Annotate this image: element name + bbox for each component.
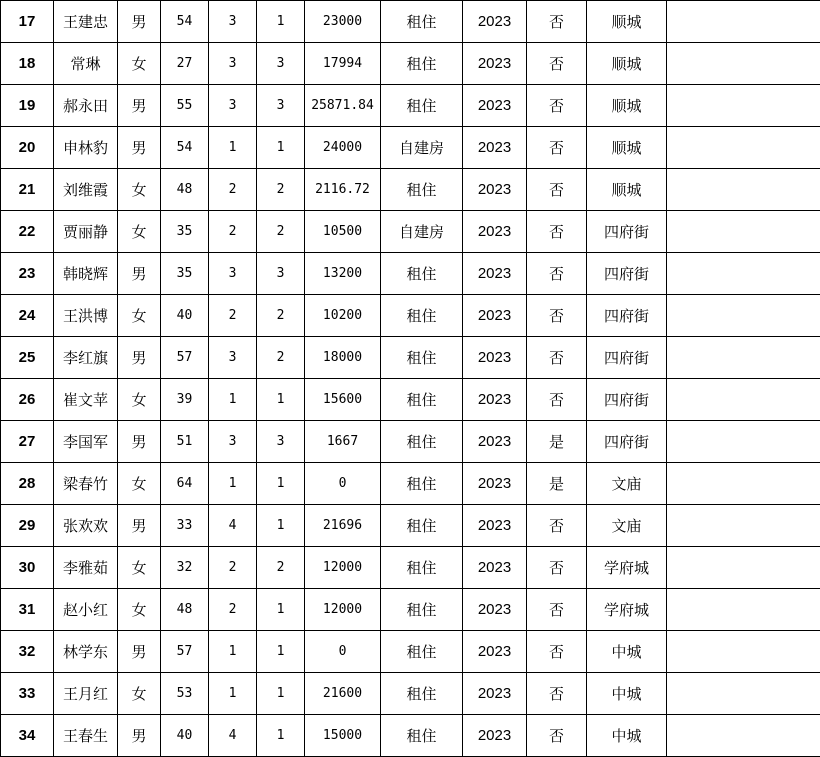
count-b-cell: 1 (257, 673, 305, 715)
flag-cell: 否 (527, 211, 587, 253)
year-cell: 2023 (463, 43, 527, 85)
gender-cell: 女 (118, 463, 161, 505)
age-cell: 57 (161, 631, 209, 673)
count-b-cell: 1 (257, 505, 305, 547)
flag-cell: 是 (527, 463, 587, 505)
area-cell: 四府街 (587, 211, 667, 253)
amount-cell: 12000 (305, 589, 381, 631)
empty-cell (667, 547, 820, 589)
count-b-cell: 1 (257, 1, 305, 43)
table-row (1, 715, 820, 757)
count-a-cell: 1 (209, 673, 257, 715)
amount-cell: 25871.84 (305, 85, 381, 127)
area-cell: 文庙 (587, 505, 667, 547)
year-cell: 2023 (463, 85, 527, 127)
year-cell: 2023 (463, 589, 527, 631)
count-b-cell: 2 (257, 547, 305, 589)
amount-cell: 2116.72 (305, 169, 381, 211)
gender-cell: 男 (118, 253, 161, 295)
amount-cell: 0 (305, 463, 381, 505)
count-b-cell: 2 (257, 211, 305, 253)
year-cell: 2023 (463, 547, 527, 589)
year-cell: 2023 (463, 673, 527, 715)
table-row (1, 1, 820, 43)
flag-cell: 否 (527, 337, 587, 379)
area-cell: 中城 (587, 673, 667, 715)
amount-cell: 13200 (305, 253, 381, 295)
area-cell: 文庙 (587, 463, 667, 505)
age-cell: 48 (161, 589, 209, 631)
empty-cell (667, 421, 820, 463)
flag-cell: 否 (527, 43, 587, 85)
amount-cell: 15000 (305, 715, 381, 757)
empty-cell (667, 463, 820, 505)
housing-cell: 租住 (381, 505, 463, 547)
year-cell: 2023 (463, 421, 527, 463)
count-a-cell: 3 (209, 253, 257, 295)
count-b-cell: 1 (257, 631, 305, 673)
row-number: 17 (1, 1, 54, 43)
count-b-cell: 3 (257, 253, 305, 295)
area-cell: 顺城 (587, 127, 667, 169)
count-b-cell: 1 (257, 379, 305, 421)
gender-cell: 女 (118, 379, 161, 421)
flag-cell: 否 (527, 169, 587, 211)
count-a-cell: 4 (209, 505, 257, 547)
empty-cell (667, 505, 820, 547)
area-cell: 四府街 (587, 253, 667, 295)
name-cell: 王月红 (54, 673, 118, 715)
flag-cell: 否 (527, 127, 587, 169)
row-number: 18 (1, 43, 54, 85)
empty-cell (667, 715, 820, 757)
housing-cell: 租住 (381, 253, 463, 295)
table-row (1, 463, 820, 505)
age-cell: 54 (161, 1, 209, 43)
flag-cell: 是 (527, 421, 587, 463)
age-cell: 27 (161, 43, 209, 85)
count-b-cell: 2 (257, 169, 305, 211)
amount-cell: 15600 (305, 379, 381, 421)
table-row (1, 505, 820, 547)
empty-cell (667, 43, 820, 85)
age-cell: 64 (161, 463, 209, 505)
gender-cell: 男 (118, 85, 161, 127)
year-cell: 2023 (463, 169, 527, 211)
name-cell: 郝永田 (54, 85, 118, 127)
flag-cell: 否 (527, 505, 587, 547)
housing-cell: 租住 (381, 379, 463, 421)
age-cell: 48 (161, 169, 209, 211)
table-row (1, 43, 820, 85)
count-a-cell: 1 (209, 379, 257, 421)
area-cell: 顺城 (587, 43, 667, 85)
amount-cell: 21696 (305, 505, 381, 547)
row-number: 24 (1, 295, 54, 337)
name-cell: 梁春竹 (54, 463, 118, 505)
housing-cell: 租住 (381, 169, 463, 211)
row-number: 23 (1, 253, 54, 295)
table-row (1, 169, 820, 211)
row-number: 26 (1, 379, 54, 421)
table-row (1, 211, 820, 253)
year-cell: 2023 (463, 631, 527, 673)
area-cell: 学府城 (587, 547, 667, 589)
gender-cell: 女 (118, 211, 161, 253)
count-a-cell: 3 (209, 421, 257, 463)
flag-cell: 否 (527, 715, 587, 757)
amount-cell: 17994 (305, 43, 381, 85)
gender-cell: 女 (118, 673, 161, 715)
gender-cell: 男 (118, 337, 161, 379)
amount-cell: 24000 (305, 127, 381, 169)
flag-cell: 否 (527, 85, 587, 127)
row-number: 31 (1, 589, 54, 631)
year-cell: 2023 (463, 715, 527, 757)
empty-cell (667, 169, 820, 211)
row-number: 28 (1, 463, 54, 505)
area-cell: 四府街 (587, 295, 667, 337)
empty-cell (667, 589, 820, 631)
table-row (1, 127, 820, 169)
flag-cell: 否 (527, 589, 587, 631)
row-number: 20 (1, 127, 54, 169)
gender-cell: 男 (118, 505, 161, 547)
amount-cell: 10200 (305, 295, 381, 337)
name-cell: 林学东 (54, 631, 118, 673)
amount-cell: 23000 (305, 1, 381, 43)
age-cell: 35 (161, 253, 209, 295)
empty-cell (667, 85, 820, 127)
name-cell: 申林豹 (54, 127, 118, 169)
count-b-cell: 3 (257, 421, 305, 463)
year-cell: 2023 (463, 379, 527, 421)
housing-cell: 自建房 (381, 127, 463, 169)
housing-cell: 租住 (381, 673, 463, 715)
housing-cell: 租住 (381, 295, 463, 337)
area-cell: 中城 (587, 715, 667, 757)
table-row (1, 253, 820, 295)
flag-cell: 否 (527, 253, 587, 295)
amount-cell: 1667 (305, 421, 381, 463)
name-cell: 贾丽静 (54, 211, 118, 253)
empty-cell (667, 673, 820, 715)
year-cell: 2023 (463, 463, 527, 505)
amount-cell: 0 (305, 631, 381, 673)
age-cell: 35 (161, 211, 209, 253)
table-row (1, 589, 820, 631)
row-number: 25 (1, 337, 54, 379)
empty-cell (667, 337, 820, 379)
name-cell: 赵小红 (54, 589, 118, 631)
count-a-cell: 2 (209, 295, 257, 337)
area-cell: 四府街 (587, 421, 667, 463)
flag-cell: 否 (527, 379, 587, 421)
count-b-cell: 2 (257, 337, 305, 379)
flag-cell: 否 (527, 295, 587, 337)
housing-cell: 租住 (381, 631, 463, 673)
count-b-cell: 1 (257, 715, 305, 757)
amount-cell: 18000 (305, 337, 381, 379)
area-cell: 顺城 (587, 85, 667, 127)
count-a-cell: 3 (209, 337, 257, 379)
count-a-cell: 2 (209, 211, 257, 253)
housing-cell: 租住 (381, 421, 463, 463)
name-cell: 韩晓辉 (54, 253, 118, 295)
gender-cell: 女 (118, 169, 161, 211)
age-cell: 51 (161, 421, 209, 463)
area-cell: 学府城 (587, 589, 667, 631)
housing-cell: 租住 (381, 463, 463, 505)
gender-cell: 女 (118, 547, 161, 589)
name-cell: 常琳 (54, 43, 118, 85)
name-cell: 崔文苹 (54, 379, 118, 421)
count-b-cell: 1 (257, 463, 305, 505)
row-number: 22 (1, 211, 54, 253)
empty-cell (667, 295, 820, 337)
count-a-cell: 2 (209, 169, 257, 211)
flag-cell: 否 (527, 547, 587, 589)
year-cell: 2023 (463, 253, 527, 295)
row-number: 34 (1, 715, 54, 757)
count-a-cell: 3 (209, 85, 257, 127)
year-cell: 2023 (463, 211, 527, 253)
count-a-cell: 1 (209, 631, 257, 673)
area-cell: 顺城 (587, 169, 667, 211)
empty-cell (667, 127, 820, 169)
housing-cell: 租住 (381, 43, 463, 85)
name-cell: 王建忠 (54, 1, 118, 43)
table-row (1, 547, 820, 589)
housing-cell: 租住 (381, 589, 463, 631)
count-a-cell: 4 (209, 715, 257, 757)
empty-cell (667, 631, 820, 673)
name-cell: 李雅茹 (54, 547, 118, 589)
flag-cell: 否 (527, 673, 587, 715)
flag-cell: 否 (527, 631, 587, 673)
flag-cell: 否 (527, 1, 587, 43)
empty-cell (667, 1, 820, 43)
table-row (1, 85, 820, 127)
count-a-cell: 2 (209, 547, 257, 589)
table-row (1, 295, 820, 337)
count-a-cell: 1 (209, 463, 257, 505)
gender-cell: 女 (118, 589, 161, 631)
table-row (1, 337, 820, 379)
empty-cell (667, 379, 820, 421)
count-a-cell: 3 (209, 1, 257, 43)
area-cell: 四府街 (587, 379, 667, 421)
age-cell: 40 (161, 295, 209, 337)
table-row (1, 631, 820, 673)
row-number: 33 (1, 673, 54, 715)
amount-cell: 12000 (305, 547, 381, 589)
year-cell: 2023 (463, 127, 527, 169)
age-cell: 57 (161, 337, 209, 379)
row-number: 32 (1, 631, 54, 673)
table-body (1, 1, 820, 757)
gender-cell: 男 (118, 127, 161, 169)
name-cell: 李国军 (54, 421, 118, 463)
count-b-cell: 1 (257, 127, 305, 169)
housing-cell: 租住 (381, 85, 463, 127)
area-cell: 四府街 (587, 337, 667, 379)
gender-cell: 男 (118, 421, 161, 463)
count-a-cell: 3 (209, 43, 257, 85)
area-cell: 中城 (587, 631, 667, 673)
count-b-cell: 3 (257, 85, 305, 127)
count-b-cell: 2 (257, 295, 305, 337)
table-row (1, 421, 820, 463)
name-cell: 刘维霞 (54, 169, 118, 211)
housing-cell: 自建房 (381, 211, 463, 253)
row-number: 29 (1, 505, 54, 547)
table-row (1, 379, 820, 421)
age-cell: 33 (161, 505, 209, 547)
age-cell: 39 (161, 379, 209, 421)
age-cell: 40 (161, 715, 209, 757)
housing-cell: 租住 (381, 715, 463, 757)
gender-cell: 女 (118, 295, 161, 337)
gender-cell: 女 (118, 43, 161, 85)
housing-cell: 租住 (381, 547, 463, 589)
row-number: 30 (1, 547, 54, 589)
housing-cell: 租住 (381, 1, 463, 43)
count-a-cell: 2 (209, 589, 257, 631)
age-cell: 55 (161, 85, 209, 127)
age-cell: 53 (161, 673, 209, 715)
name-cell: 李红旗 (54, 337, 118, 379)
age-cell: 32 (161, 547, 209, 589)
housing-cell: 租住 (381, 337, 463, 379)
row-number: 21 (1, 169, 54, 211)
name-cell: 张欢欢 (54, 505, 118, 547)
name-cell: 王洪博 (54, 295, 118, 337)
count-a-cell: 1 (209, 127, 257, 169)
age-cell: 54 (161, 127, 209, 169)
gender-cell: 男 (118, 631, 161, 673)
year-cell: 2023 (463, 1, 527, 43)
name-cell: 王春生 (54, 715, 118, 757)
gender-cell: 男 (118, 715, 161, 757)
amount-cell: 10500 (305, 211, 381, 253)
area-cell: 顺城 (587, 1, 667, 43)
count-b-cell: 1 (257, 589, 305, 631)
gender-cell: 男 (118, 1, 161, 43)
row-number: 27 (1, 421, 54, 463)
year-cell: 2023 (463, 505, 527, 547)
count-b-cell: 3 (257, 43, 305, 85)
empty-cell (667, 211, 820, 253)
amount-cell: 21600 (305, 673, 381, 715)
year-cell: 2023 (463, 295, 527, 337)
year-cell: 2023 (463, 337, 527, 379)
table-row (1, 673, 820, 715)
empty-cell (667, 253, 820, 295)
row-number: 19 (1, 85, 54, 127)
